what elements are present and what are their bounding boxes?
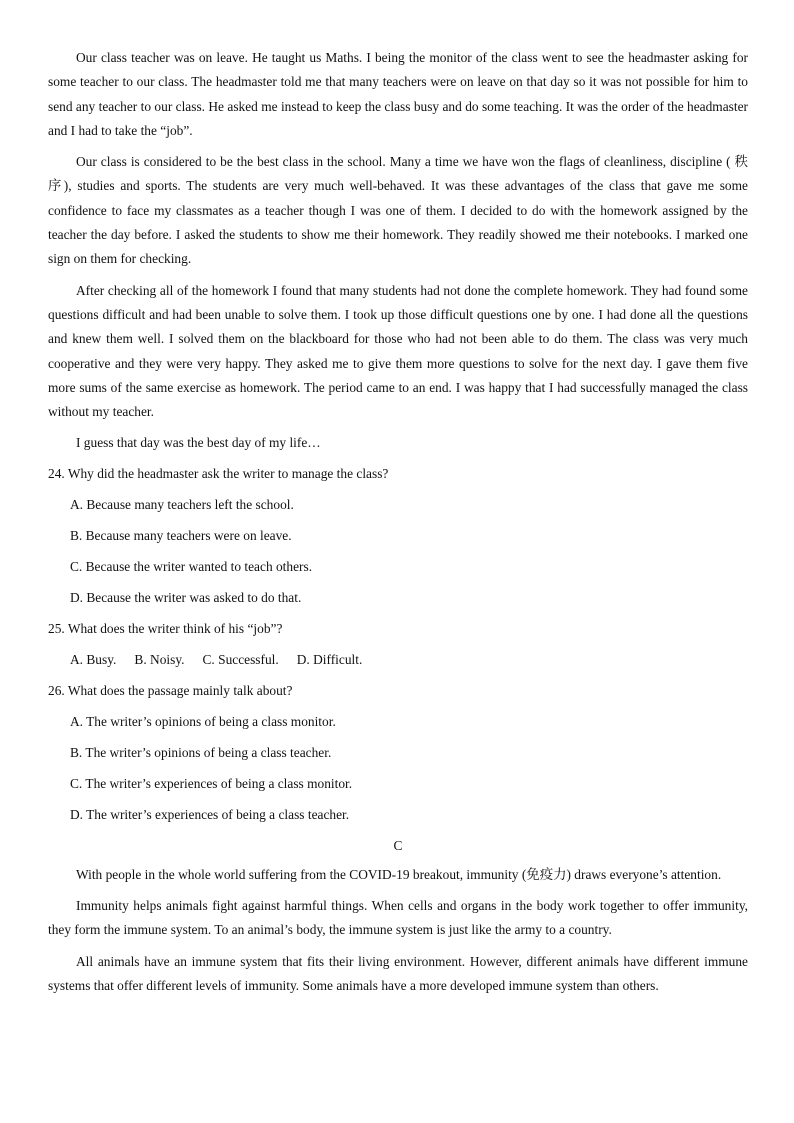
question-stem: 24. Why did the headmaster ask the writer to manage the class? [48,465,389,481]
passage-c-paragraph-1: With people in the whole world suffering from the COVID-19 breakout, immunity (免疫力) draws everyone’s attention. [76,866,722,882]
passage-b-paragraph-4: I guess that day was the best day of my life… [76,435,321,451]
passage-c-paragraph-3: All animals have an immune system that fits their living environment. However, different animals have different immune systems that offer different levels of immunity. Some animals have a more developed immune system than others. [48,953,748,993]
question-stem: 25. What does the writer think of his “job”? [48,620,283,636]
passage-b-paragraph-2: Our class is considered to be the best class in the school. Many a time we have won the flags of cleanliness, discipline ( 秩序), studies and sports. The students are very much well-behaved. It was these advantages of the class that gave me some confidence to face my classmates as a teacher though I was one of them. I decided to do with the homework assigned by the teacher the day before. I asked the students to show me their homework. They readily showed me their notebooks. I marked one sign on them for checking. [48,154,748,267]
question-26 [48,675,748,830]
question-25 [48,613,748,675]
passage-b-paragraph-3: After checking all of the homework I found that many students had not done the complete homework. They had found some questions difficult and had been unable to solve them. I took up those difficult questions one by one. I had done all the questions and knew them well. I solved them on the blackboard for those who had not been able to do them. The class was very much cooperative and they were very happy. They asked me to give them more questions to solve for the next day. I gave them five more sums of the same exercise as homework. The period came to an end. I was happy that I had successfully managed the class without my teacher. [48,282,748,420]
answer-option-c: C. The writer’s experiences of being a class monitor. [70,775,353,791]
answer-option-d: D. Because the writer was asked to do that. [70,589,302,605]
answer-option-a: A. Because many teachers left the school. [70,496,294,512]
passage-b-paragraph-1: Our class teacher was on leave. He taught us Maths. I being the monitor of the class went to see the headmaster asking for some teacher to our class. The headmaster told me that many teachers were on leave on that day so it was not possible for him to send any teacher to our class. He asked me instead to keep the class busy and do some teaching. It was the order of the headmaster and I had to take the “job”. [48,50,748,138]
answer-options-row [48,644,748,675]
passage-b [48,46,748,456]
question-24 [48,458,748,613]
answer-option-d: D. Difficult. [296,651,363,667]
question-stem: 26. What does the passage mainly talk about? [48,682,293,698]
answer-option-a: A. The writer’s opinions of being a class monitor. [70,713,336,729]
section-title-c: C [393,837,403,853]
answer-option-b: B. Because many teachers were on leave. [70,527,292,543]
answer-option-b: B. The writer’s opinions of being a class teacher. [70,744,332,760]
document-page [48,46,748,1005]
passage-c [48,830,748,998]
answer-option-a: A. Busy. [70,651,117,667]
passage-c-paragraph-2: Immunity helps animals fight against harmful things. When cells and organs in the body work together to offer immunity, they form the immune system. To an animal’s body, the immune system is just like the army to a country. [48,898,748,938]
answer-option-b: B. Noisy. [134,651,185,667]
answer-option-c: C. Successful. [202,651,279,667]
answer-option-c: C. Because the writer wanted to teach others. [70,558,313,574]
answer-option-d: D. The writer’s experiences of being a class teacher. [70,806,350,822]
